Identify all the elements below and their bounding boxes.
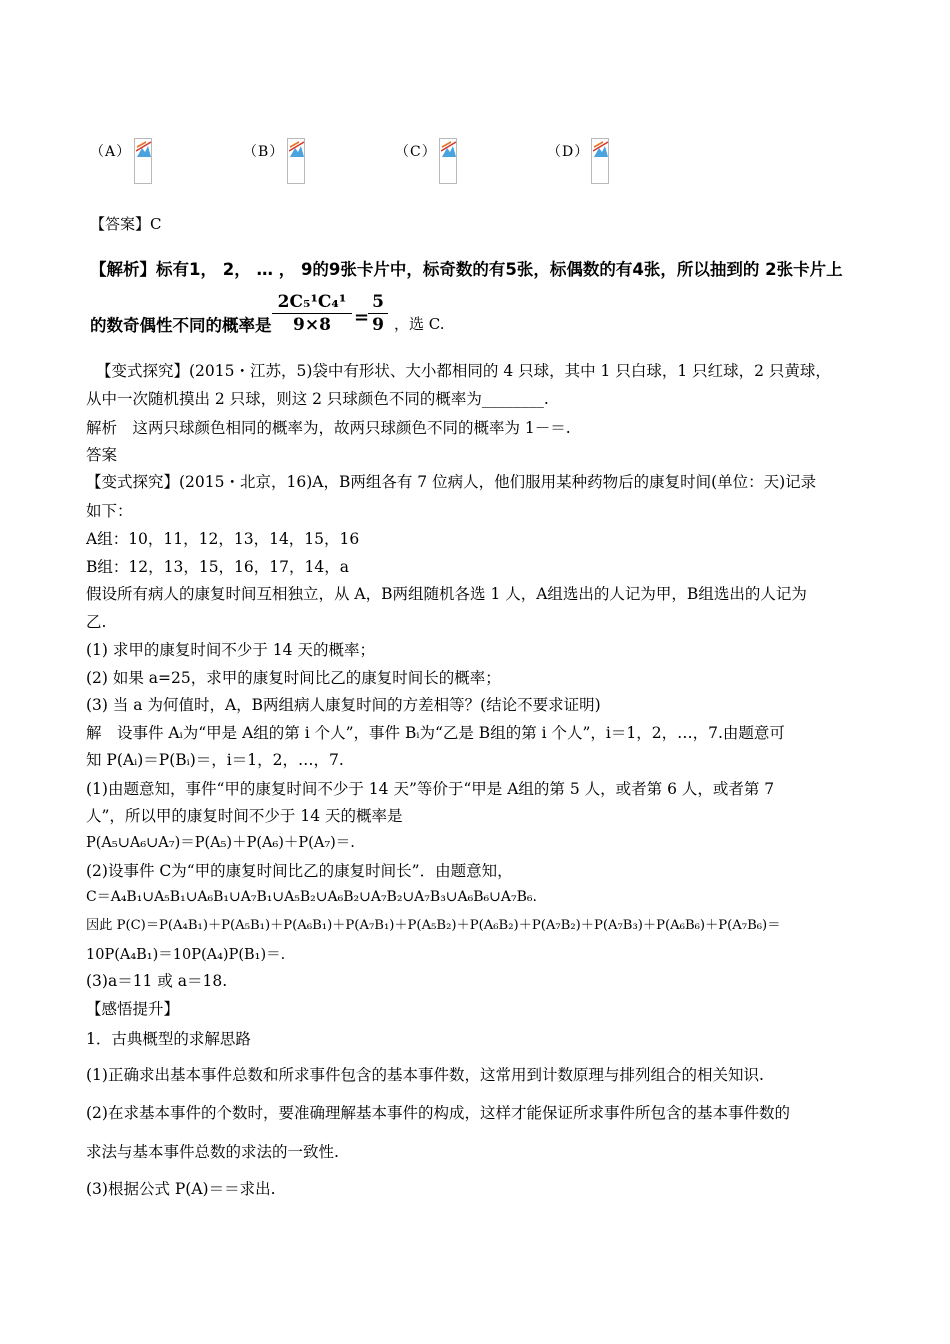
option-a-image xyxy=(134,138,152,184)
option-b-image xyxy=(287,138,305,184)
text-line: 1．古典概型的求解思路 xyxy=(86,1030,251,1048)
probability-fraction-1 xyxy=(272,292,352,335)
text-line: 答案 xyxy=(86,446,118,464)
text-line: (2)在求基本事件的个数时，要准确理解基本事件的构成，这样才能保证所求事件所包含的基本事件数的 xyxy=(86,1104,790,1122)
answer-line: 【答案】C xyxy=(90,215,162,233)
text-line: (3)根据公式 P(A)＝＝求出. xyxy=(86,1180,276,1198)
option-d-label: （D） xyxy=(547,144,590,160)
text-line: C＝A₄B₁∪A₅B₁∪A₆B₁∪A₇B₁∪A₅B₂∪A₆B₂∪A₇B₂∪A₇B₃∪A₆B₆∪A₇B₆. xyxy=(86,889,537,905)
text-line: 【变式探究】(2015・北京，16)A，B两组各有 7 位病人，他们服用某种药物后的康复时间(单位：天)记录 xyxy=(86,473,817,491)
text-line: P(A₅∪A₆∪A₇)＝P(A₅)＋P(A₆)＋P(A₇)＝. xyxy=(86,835,355,851)
text-line: 解析 这两只球颜色相同的概率为，故两只球颜色不同的概率为 1－＝. xyxy=(86,419,571,437)
fraction-1-numerator: 2C₅¹C₄¹ xyxy=(272,292,352,314)
text-line: (3)a＝11 或 a＝18. xyxy=(86,972,228,990)
text-line: (3) 当 a 为何值时，A，B两组病人康复时间的方差相等？(结论不要求证明) xyxy=(86,696,601,714)
option-d-image xyxy=(591,138,609,184)
option-b-label: （B） xyxy=(243,144,285,160)
broken-image-icon xyxy=(289,140,305,158)
text-line: (2)设事件 C为“甲的康复时间比乙的康复时间长”．由题意知， xyxy=(86,862,513,880)
analysis-line-1: 【解析】标有1， 2， … ， 9的9张卡片中，标奇数的有5张，标偶数的有4张，所以抽到的 2张卡片上 xyxy=(90,260,843,279)
broken-image-icon xyxy=(136,140,152,158)
option-c-image xyxy=(439,138,457,184)
text-line: 因此 P(C)＝P(A₄B₁)＋P(A₅B₁)＋P(A₆B₁)＋P(A₇B₁)＋P(A₅B₂)＋P(A₆B₂)＋P(A₇B₂)＋P(A₇B₃)＋P(A₆B₆)＋P(A₇B₆)＝ xyxy=(86,918,781,933)
text-line: (1) 求甲的康复时间不少于 14 天的概率； xyxy=(86,641,375,659)
text-line: (1)由题意知，事件“甲的康复时间不少于 14 天”等价于“甲是 A组的第 5 人，或者第 6 人，或者第 7 xyxy=(86,780,775,798)
text-line: 人”，所以甲的康复时间不少于 14 天的概率是 xyxy=(86,807,403,825)
probability-fraction-2 xyxy=(368,292,388,335)
option-a-label: （A） xyxy=(90,144,132,160)
text-line: (2) 如果 a=25，求甲的康复时间比乙的康复时间长的概率； xyxy=(86,669,501,687)
text-line: 假设所有病人的康复时间互相独立，从 A，B两组随机各选 1 人，A组选出的人记为甲，B组选出的人记为 xyxy=(86,585,807,603)
text-line: A组：10，11，12，13，14，15，16 xyxy=(86,530,360,548)
equals-sign: = xyxy=(354,307,370,328)
text-line: 10P(A₄B₁)＝10P(A₄)P(B₁)＝. xyxy=(86,947,286,963)
text-line: 乙. xyxy=(86,613,107,631)
text-line: 【感悟提升】 xyxy=(86,1000,180,1018)
text-line: 【变式探究】(2015・江苏，5)袋中有形状、大小都相同的 4 只球，其中 1 只白球，1 只红球，2 只黄球， xyxy=(96,362,831,380)
text-line: 解 设事件 Aᵢ为“甲是 A组的第 i 个人”，事件 Bᵢ为“乙是 B组的第 i 个人”，i＝1，2，…，7.由题意可 xyxy=(86,724,785,742)
text-line: 知 P(Aᵢ)＝P(Bᵢ)＝，i＝1，2，…，7. xyxy=(86,751,344,769)
option-c-label: （C） xyxy=(395,144,437,160)
analysis-line-2-prefix: 的数奇偶性不同的概率是 xyxy=(90,316,272,335)
text-line: 如下： xyxy=(86,502,133,520)
fraction-2-numerator: 5 xyxy=(368,292,388,314)
text-line: 从中一次随机摸出 2 只球，则这 2 只球颜色不同的概率为________. xyxy=(86,390,549,408)
fraction-1-denominator: 9×8 xyxy=(293,315,331,335)
text-line: B组：12，13，15，16，17，14，a xyxy=(86,558,349,576)
fraction-2-denominator: 9 xyxy=(372,315,384,335)
broken-image-icon xyxy=(441,140,457,158)
analysis-line-2-suffix: ，选 C. xyxy=(394,315,445,333)
text-line: 求法与基本事件总数的求法的一致性. xyxy=(86,1143,339,1161)
broken-image-icon xyxy=(593,140,609,158)
text-line: (1)正确求出基本事件总数和所求事件包含的基本事件数，这常用到计数原理与排列组合的相关知识. xyxy=(86,1066,764,1084)
